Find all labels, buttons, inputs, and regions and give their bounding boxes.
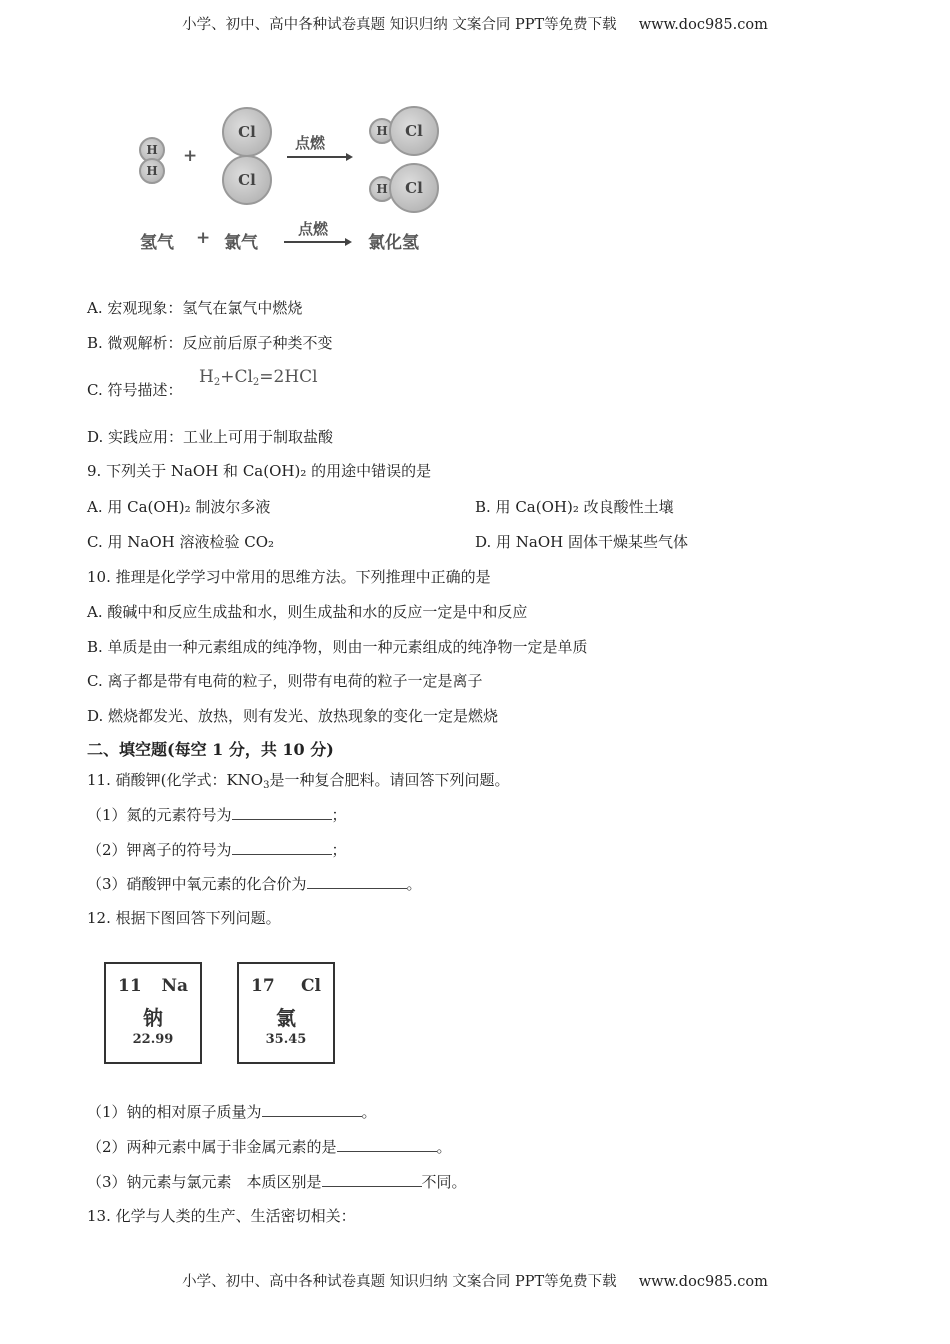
word-hydrogen: 氢气 [140,233,174,253]
chlorine-atom [222,155,272,205]
element-name: 氯 [276,1006,296,1030]
element-symbol: Cl [301,976,321,996]
hydrogen-atom [139,158,165,184]
q9-option-b: B. 用 Ca(OH)₂ 改良酸性土壤 [475,498,674,516]
q10-option-d: D. 燃烧都发光、放热，则有发光、放热现象的变化一定是燃烧 [87,707,499,725]
chlorine-atom [389,106,439,156]
atom-label: Cl [238,171,256,189]
atom-label: H [146,143,158,157]
footer-url[interactable]: www.doc985.com [638,1274,768,1290]
word-chlorine: 氯气 [224,233,258,253]
option-b: B. 微观解析：反应前后原子种类不变 [87,334,333,352]
question-9: 9. 下列关于 NaOH 和 Ca(OH)₂ 的用途中错误的是 [87,462,432,480]
word-hcl: 氯化氢 [368,233,419,253]
option-c: C. 符号描述： [87,381,183,399]
answer-blank[interactable] [307,874,407,889]
condition-label: 点燃 [295,134,326,152]
q12-part-3: （3）钠元素与氯元素 本质区别是 不同。 [87,1173,467,1191]
atomic-number: 11 [118,976,142,996]
q12-part-2: （2）两种元素中属于非金属元素的是 。 [87,1138,452,1156]
q10-option-b: B. 单质是由一种元素组成的纯净物，则由一种元素组成的纯净物一定是单质 [87,638,588,656]
atom-label: H [376,124,388,138]
q11-part-1: （1）氮的元素符号为 ； [87,806,347,824]
question-12: 12. 根据下图回答下列问题。 [87,909,281,927]
answer-blank[interactable] [322,1172,422,1187]
element-symbol: Na [161,976,188,996]
q12-part-1: （1）钠的相对原子质量为 。 [87,1103,377,1121]
question-13: 13. 化学与人类的生产、生活密切相关： [87,1207,356,1225]
chlorine-atom [222,107,272,157]
q9-option-a: A. 用 Ca(OH)₂ 制波尔多液 [87,498,271,516]
answer-blank[interactable] [337,1137,437,1152]
q11-part-3: （3）硝酸钾中氧元素的化合价为 。 [87,875,422,893]
atom-label: Cl [405,122,423,140]
q9-option-c: C. 用 NaOH 溶液检验 CO₂ [87,533,275,551]
atom-label: H [146,164,158,178]
header-text: 小学、初中、高中各种试卷真题 知识归纳 文案合同 PPT等免费下载 [182,17,617,33]
atomic-mass: 35.45 [265,1032,307,1047]
equation: $H_2+Cl_2=2HCl$ [199,367,318,388]
plus-sign: + [183,146,198,166]
element-card-chlorine [237,962,335,1064]
answer-blank[interactable] [232,805,332,820]
q10-option-a: A. 酸碱中和反应生成盐和水，则生成盐和水的反应一定是中和反应 [87,603,528,621]
element-card-sodium [104,962,202,1064]
reaction-arrow [287,156,351,158]
atomic-number: 17 [251,976,275,996]
atomic-mass: 22.99 [132,1032,174,1047]
page-footer [0,1270,950,1291]
atom-label: Cl [405,179,423,197]
option-a: A. 宏观现象：氢气在氯气中燃烧 [87,299,303,317]
question-11: 11. 硝酸钾(化学式：$KNO_3$是一种复合肥料。请回答下列问题。 [87,771,510,791]
question-10: 10. 推理是化学学习中常用的思维方法。下列推理中正确的是 [87,568,491,586]
q9-option-d: D. 用 NaOH 固体干燥某些气体 [475,533,689,551]
answer-blank[interactable] [232,840,332,855]
option-d: D. 实践应用：工业上可用于制取盐酸 [87,428,334,446]
footer-text: 小学、初中、高中各种试卷真题 知识归纳 文案合同 PPT等免费下载 [182,1274,617,1290]
answer-blank[interactable] [262,1102,362,1117]
atom-label: Cl [238,123,256,141]
page-header [0,13,950,34]
section-heading: 二、填空题(每空 1 分，共 10 分) [87,740,334,759]
reaction-arrow [284,241,350,243]
condition-label: 点燃 [298,220,329,238]
atom-label: H [376,182,388,196]
header-url[interactable]: www.doc985.com [638,17,768,33]
plus-sign: + [196,228,211,248]
q11-part-2: （2）钾离子的符号为 ； [87,841,347,859]
chlorine-atom [389,163,439,213]
element-name: 钠 [143,1006,163,1030]
q10-option-c: C. 离子都是带有电荷的粒子，则带有电荷的粒子一定是离子 [87,672,483,690]
